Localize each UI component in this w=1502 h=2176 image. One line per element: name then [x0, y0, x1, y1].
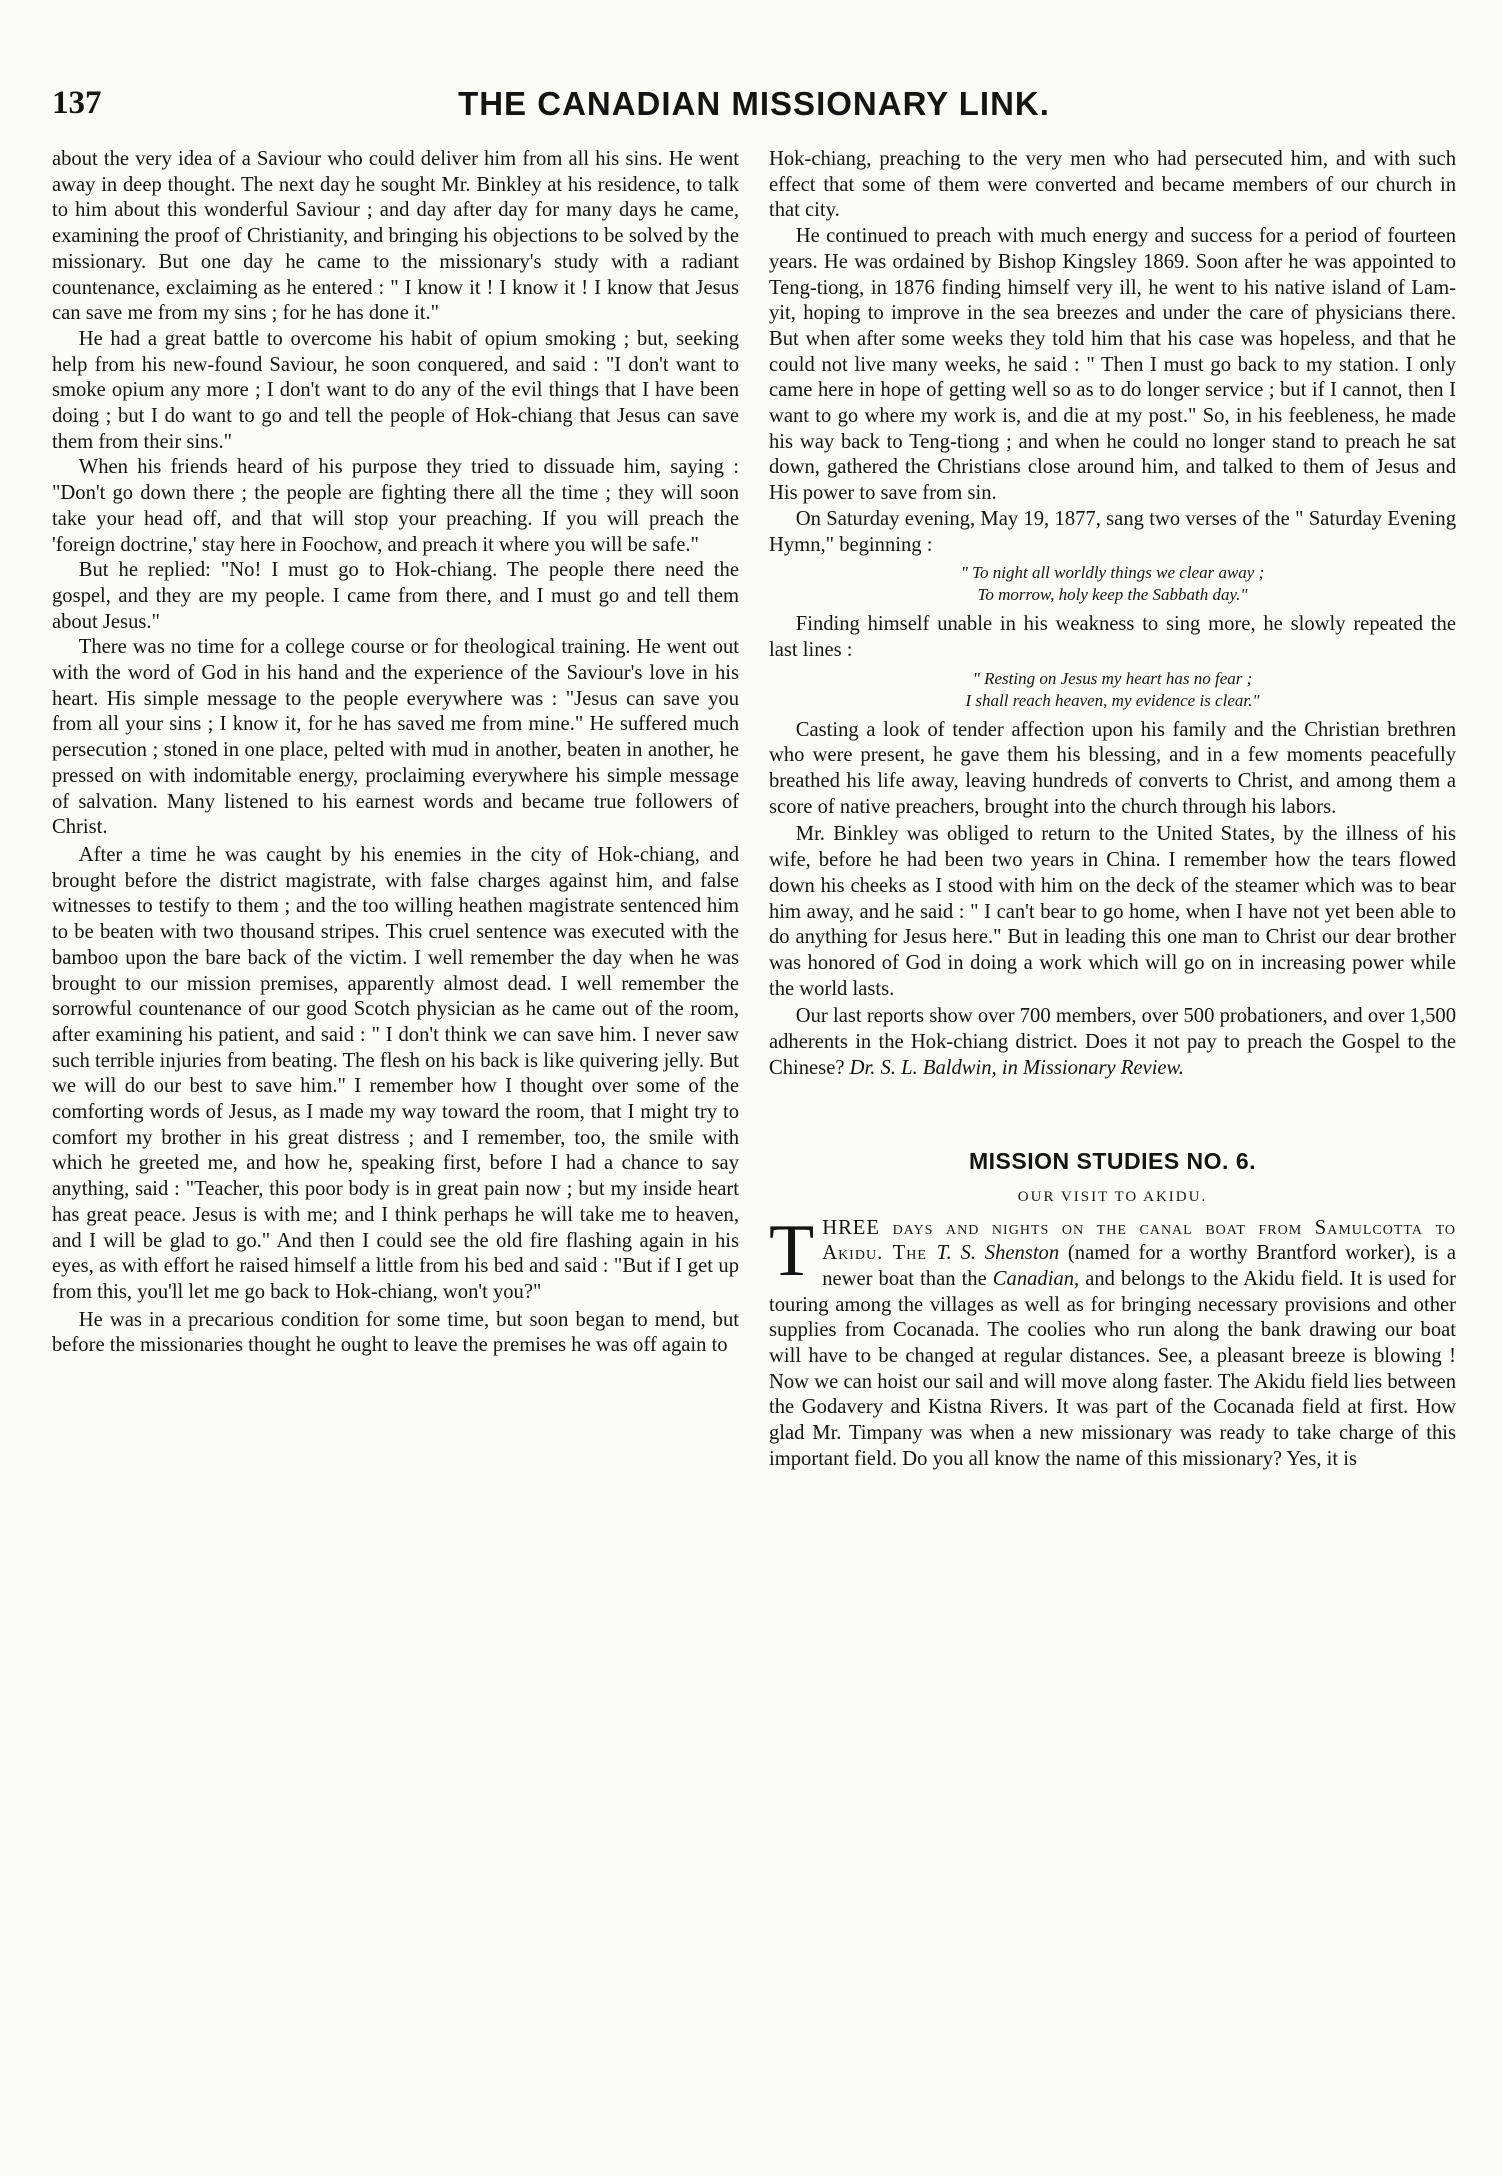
article-paragraph: Finding himself unable in his weakness to sing more, he slowly repeated the last lines :	[769, 613, 1456, 661]
hymn-line: " Resting on Jesus my heart has no fear ;	[972, 668, 1253, 688]
hymn-line: I shall reach heaven, my evidence is clear."	[965, 690, 1260, 710]
closing-text: Our last reports show over 700 members, over 500 probationers, and over 1,500 adherents in the Hok-chiang district. Does it not pay to preach the Gospel to the Chinese?	[769, 1005, 1456, 1079]
right-column	[769, 147, 1456, 1473]
mission-studies-section	[769, 1148, 1456, 1473]
article-paragraph: There was no time for a college course or for theological training. He went out with the word of God in his hand and the experience of the Saviour's love in his heart. His simple message to the people everywhere was : "Jesus can save you from all your sins ; I know it, for he has saved me from mine." He suffered much persecution ; stoned in one place, pelted with mud in another, beaten in another, he pressed on with indomitable energy, proclaiming everywhere his simple message of salvation. Many listened to his earnest words and became true followers of Christ.	[52, 636, 739, 839]
article-paragraph: He had a great battle to overcome his habit of opium smoking ; but, seeking help from his new-found Saviour, he soon conquered, and said : "I don't want to smoke opium any more ; I don't want to do any of the evil things that I have been doing ; but I do want to go and tell the people of Hok-chiang that Jesus can save them from their sins."	[52, 327, 739, 453]
boat-name: Canadian,	[992, 1267, 1080, 1290]
article-paragraph: After a time he was caught by his enemies in the city of Hok-chiang, and brought before the district magistrate, with false charges against him, and false witnesses to testify to them ; and the too willing heathen magistrate sentenced him to be beaten with two thousand stripes. This cruel sentence was executed with the bamboo upon the bare back of the victim. I well remember the day when he was brought to our mission premises, apparently almost dead. I well remember the sorrowful countenance of our good Scotch physician as he came out of the room, after examining his patient, and said : " I don't think we can save him. I never saw such terrible injuries from beating. The flesh on his back is like quivering jelly. But we will do our best to save him." I remember how I thought over some of the comforting words of Jesus, as I made my way toward the room, that I might try to comfort my brother in his great distress ; and I remember, too, the smile with which he greeted me, and how he, speaking first, before I had a chance to say anything, said : "Teacher, this poor body is in great pain now ; but my inside heart has great peace. Jesus is with me; and I think perhaps he will take me to heaven, and I will be glad to go." And then I could see the old fire flashing again in his eyes, as with effort he raised himself a little from his bed and said : "But if I get up from this, you'll let me go back to Hok-chiang, won't you?"	[52, 843, 739, 1303]
article-paragraph: On Saturday evening, May 19, 1877, sang two verses of the " Saturday Evening Hymn," beginning :	[769, 507, 1456, 556]
section-subtitle: OUR VISIT TO AKIDU.	[1017, 1188, 1208, 1205]
article-paragraph: about the very idea of a Saviour who could deliver him from all his sins. He went away in deep thought. The next day he sought Mr. Binkley at his residence, to talk to him about this wonderful Saviour ; and day after day for many days he came, examining the proof of Christianity, and bringing his objections to be solved by the missionary. But one day he came to the missionary's study with a radiant countenance, exclaiming as he entered : " I know it ! I know it ! I know that Jesus can save me from my sins ; for he has done it."	[52, 148, 739, 325]
article-paragraph: But he replied: "No! I must go to Hok-chiang. The people there need the gospel, and they are my people. I came from there, and I must go and tell them about Jesus."	[52, 559, 739, 633]
hymn-verse	[769, 668, 1456, 712]
drop-cap: T	[769, 1209, 815, 1292]
paragraph-text: (named for a worthy Brantford worker), is a newer boat than the	[822, 1242, 1456, 1290]
article-paragraph: When his friends heard of his purpose they tried to dissuade him, saying : "Don't go down there ; the people are fighting there all the time ; they will soon take your head off, and that will stop your preaching. If you will preach the 'foreign doctrine,' stay here in Foochow, and preach it where you will be safe."	[52, 456, 739, 556]
page-header	[52, 85, 1456, 137]
section-title: MISSION STUDIES NO. 6.	[968, 1147, 1257, 1174]
article-citation: Dr. S. L. Baldwin, in Missionary Review.	[849, 1056, 1184, 1079]
paragraph-text: and belongs to the Akidu field. It is used for touring among the villages as well as for bringing necessary provisions and other supplies from Cocanada. The coolies who run along the bank drawing our boat will have to be changed at regular distances. See, a pleasant breeze is blowing ! Now we can hoist our sail and will move along faster. The Akidu field lies between the Godavery and Kistna Rivers. It was part of the Cocanada field at first. How glad Mr. Timpany was when a new missionary was ready to take charge of this important field. Do you all know the name of this missionary? Yes, it is	[769, 1267, 1456, 1470]
section-paragraph	[769, 1209, 1456, 1473]
article-paragraph: He continued to preach with much energy and success for a period of fourteen years. He was ordained by Bishop Kingsley 1869. Soon after he was appointed to Teng-tiong, in 1876 finding himself very ill, he went to his native island of Lam-yit, hoping to improve in the sea breezes and under the care of physicians there. But when after some weeks they told him that his case was hopeless, and that he could not live many weeks, he said : " Then I must go back to my station. I only came here in hope of getting well so as to do longer service ; but if I cannot, then I want to go where my work is, and die at my post." So, in his feebleness, he made his way back to Teng-tiong ; and when he could no longer stand to preach he sat down, gathered the Christians close around him, and talked to them of Jesus and His power to save from sin.	[769, 225, 1456, 505]
left-column	[52, 147, 739, 1473]
boat-name: T. S. Shenston	[936, 1242, 1060, 1265]
paragraph-lead: HREE days and nights on the canal boat from Samulcotta to Akidu. The	[822, 1216, 1456, 1265]
masthead-title: THE CANADIAN MISSIONARY LINK.	[458, 85, 1050, 122]
article-paragraph: Hok-chiang, preaching to the very men who had persecuted him, and with such effect that some of them were converted and became members of our church in that city.	[769, 148, 1456, 222]
article-paragraph: Mr. Binkley was obliged to return to the United States, by the illness of his wife, before he had been two years in China. I remember how the tears flowed down his cheeks as I stood with him on the deck of the steamer which was to bear him away, and he said : " I can't bear to go home, when I have not yet been able to do anything for Jesus here." But in leading this one man to Christ our dear brother was honored of God in doing a work which will go on in increasing power while the world lasts.	[769, 823, 1456, 1000]
article-paragraph: Casting a look of tender affection upon his family and the Christian brethren who were present, he gave them his blessing, and in a few moments peacefully breathed his life away, leaving hundreds of converts to Christ, and among them a score of native preachers, brought into the church through his labors.	[769, 718, 1456, 818]
article-paragraph: He was in a precarious condition for some time, but soon began to mend, but before the missionaries thought he ought to leave the premises he was off again to	[52, 1308, 739, 1357]
article-columns	[52, 147, 1456, 1473]
hymn-line: " To night all worldly things we clear away ;	[960, 563, 1265, 583]
page-number: 137	[52, 85, 102, 121]
hymn-line: To morrow, holy keep the Sabbath day."	[977, 585, 1248, 605]
closing-paragraph	[769, 1004, 1456, 1081]
hymn-verse	[769, 562, 1456, 606]
